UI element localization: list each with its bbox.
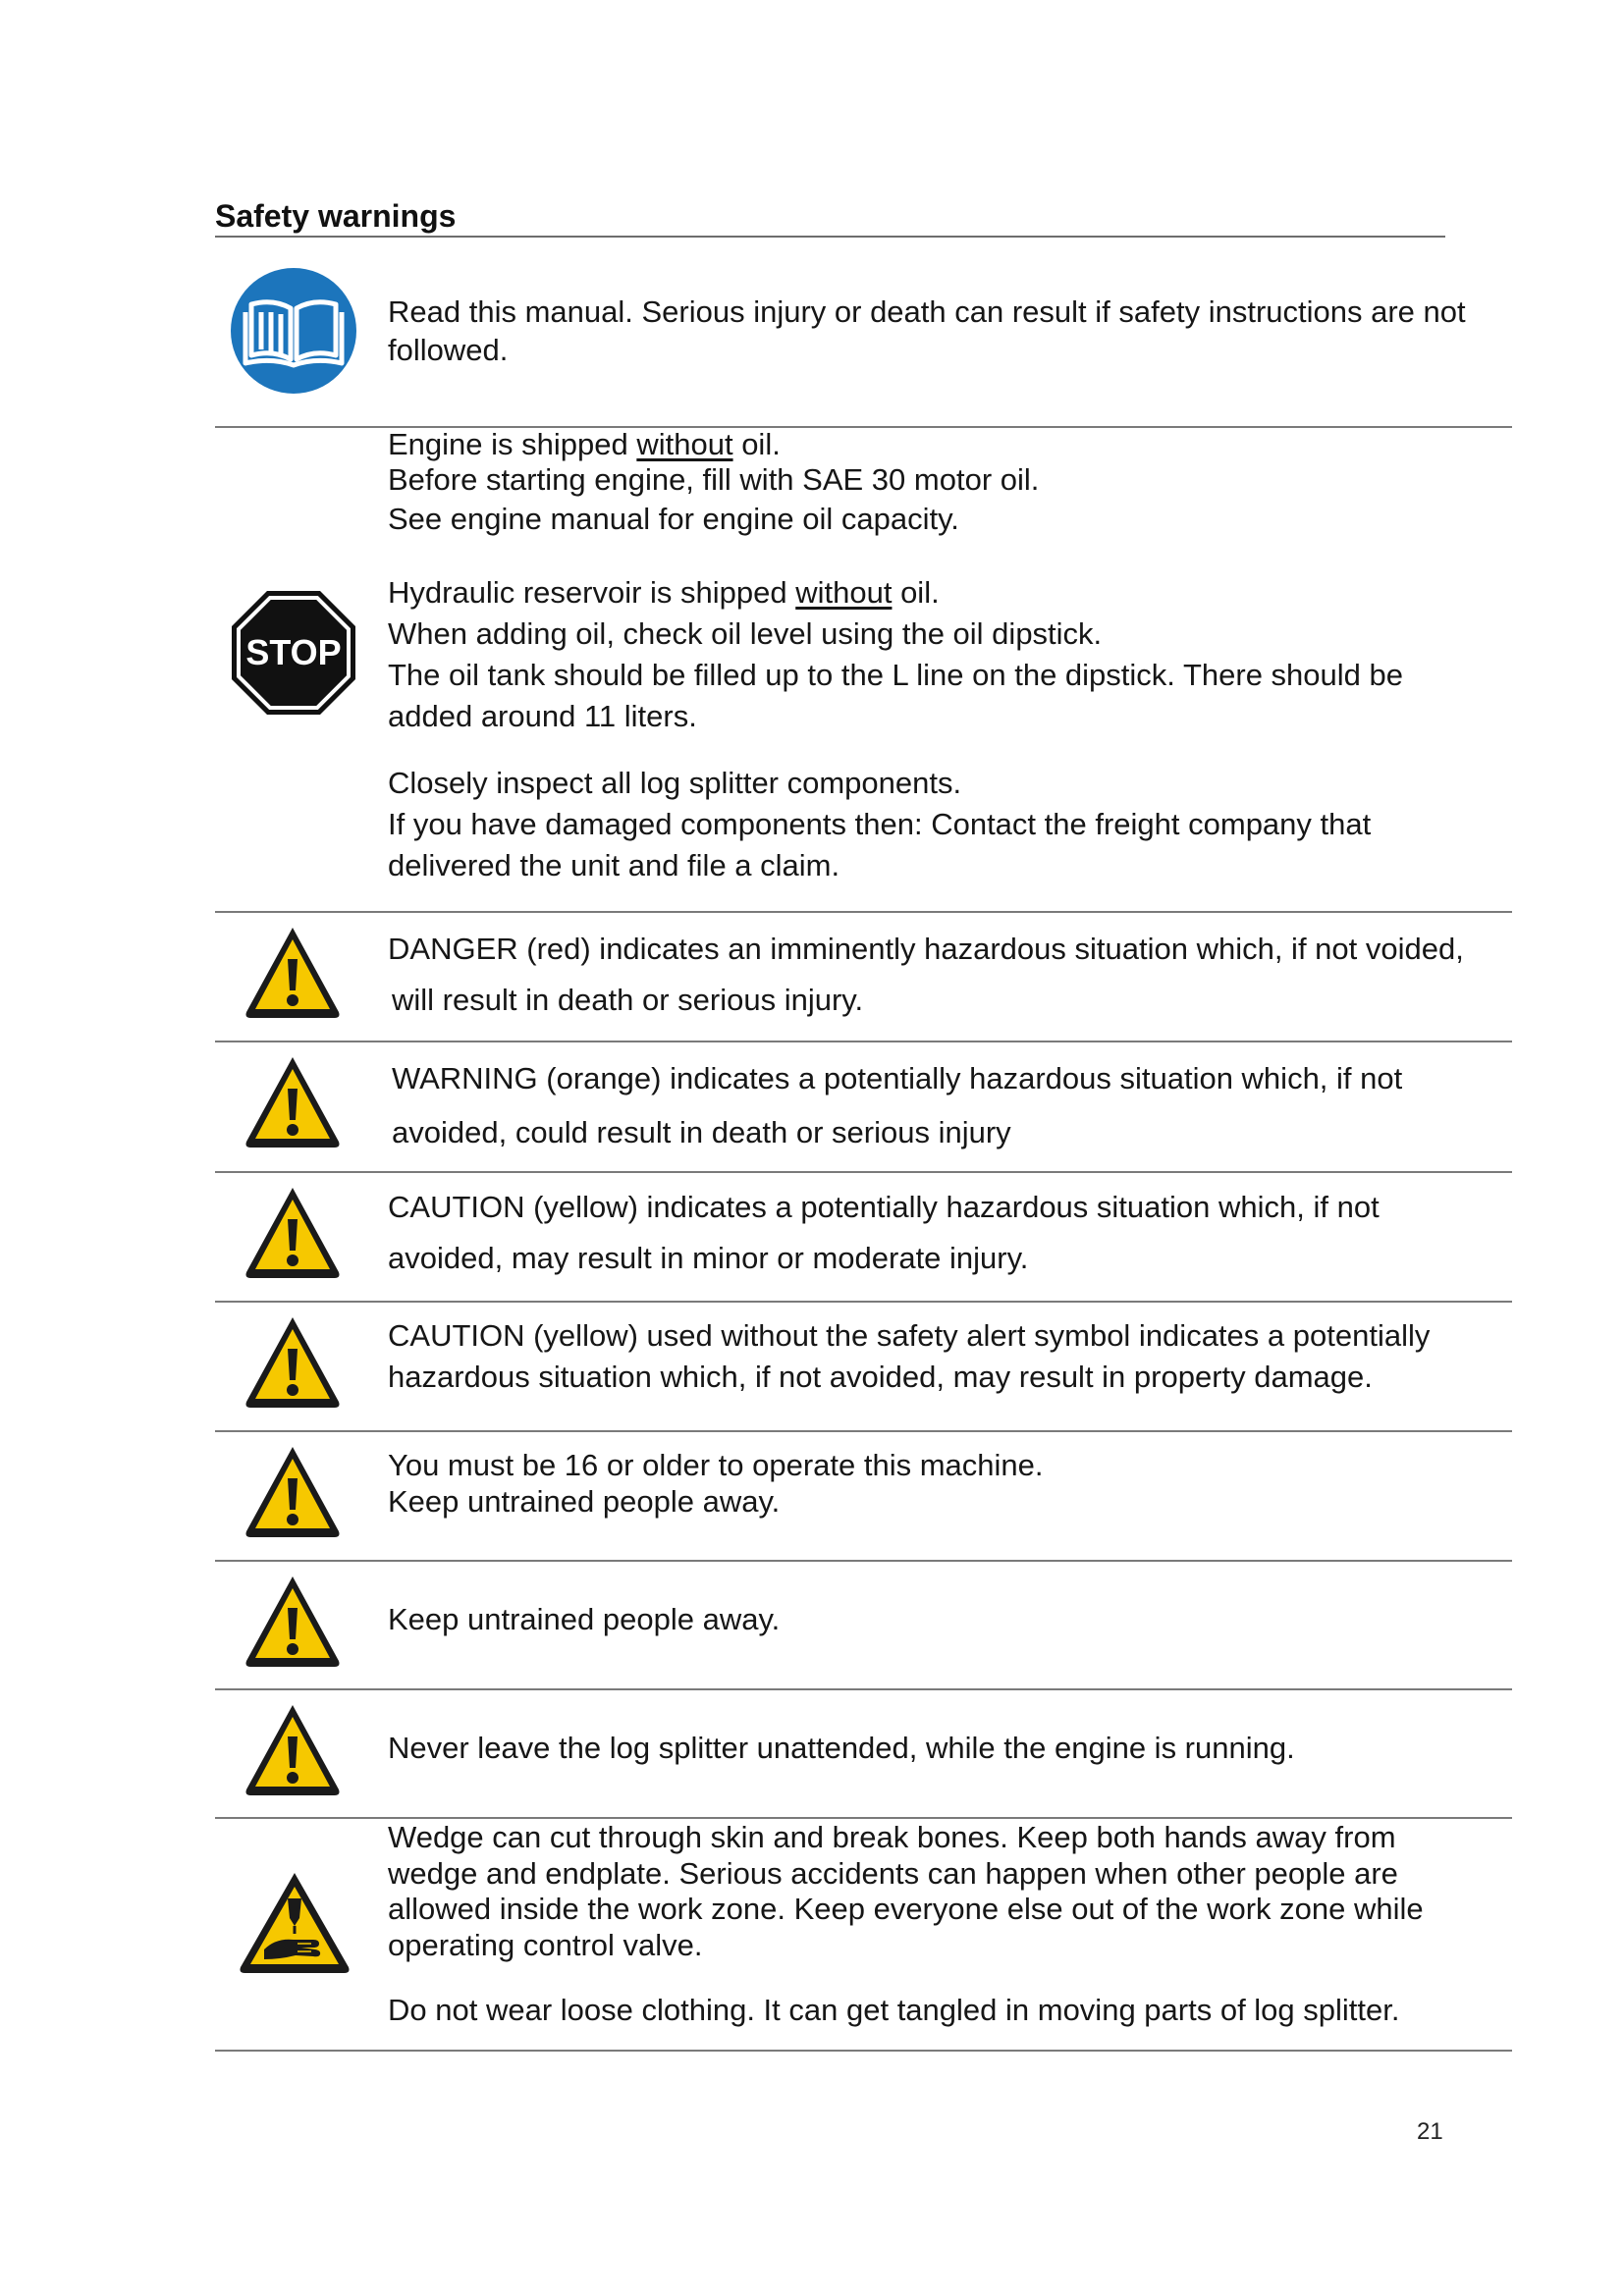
page-title: Safety warnings (215, 196, 1445, 238)
caution-row (215, 1172, 1512, 1303)
text-line: CAUTION (yellow) indicates a potentially hazardous situation which, if not (388, 1190, 1380, 1224)
text-line: Read this manual. Serious injury or death can result if safety instructions are not (388, 294, 1466, 329)
text-line: hazardous situation which, if not avoided, may result in property damage. (388, 1360, 1373, 1394)
stop-sign-label: STOP (245, 632, 342, 672)
text-line: When adding oil, check oil level using the oil dipstick. (388, 616, 1103, 651)
loose-clothing-text (388, 1991, 1507, 2029)
warning-triangle-icon (243, 1184, 343, 1282)
text-line: Hydraulic reservoir is shipped without oil. (388, 575, 940, 610)
hand-crush-warning-icon (237, 1869, 352, 1977)
text-line: Closely inspect all log splitter components. (388, 766, 962, 800)
stop-block-inspect (388, 763, 1507, 886)
text-line: Engine is shipped without oil. (388, 427, 781, 461)
text-line: If you have damaged components then: Contact the freight company that (388, 807, 1372, 841)
unattended-row (215, 1689, 1512, 1819)
age-requirement-row (215, 1431, 1512, 1562)
text-line: avoided, may result in minor or moderate injury. (388, 1241, 1029, 1275)
text-line: wedge and endplate. Serious accidents can happen when other people are (388, 1855, 1398, 1891)
text-line: Keep untrained people away. (388, 1484, 781, 1519)
text-line: followed. (388, 333, 509, 367)
danger-row (215, 912, 1512, 1042)
wedge-hazard-row (215, 1818, 1512, 2052)
warning-triangle-icon (243, 1701, 343, 1799)
text-line: The oil tank should be filled up to the L line on the dipstick. There should be (388, 658, 1404, 692)
text-line: See engine manual for engine oil capacity. (388, 502, 959, 536)
text-line: Keep untrained people away. (388, 1602, 781, 1636)
text-line: added around 11 liters. (388, 699, 697, 733)
caution-text (388, 1182, 1507, 1284)
stop-sign-icon (230, 589, 357, 717)
text-line: allowed inside the work zone. Keep everyone else out of the work zone while (388, 1892, 1424, 1926)
warning-text (388, 1051, 1511, 1159)
stop-block-engine (388, 427, 1507, 537)
text-line: operating control valve. (388, 1927, 703, 1962)
text-line: will result in death or serious injury. (392, 983, 864, 1017)
text-line: delivered the unit and file a claim. (388, 848, 840, 882)
stop-block-hydraulic (388, 572, 1507, 737)
stop-row (215, 427, 1512, 913)
read-manual-row (215, 257, 1512, 428)
unattended-text (388, 1729, 1507, 1767)
text-line: avoided, could result in death or serious injury (392, 1115, 1011, 1149)
untrained-people-text (388, 1600, 1507, 1638)
untrained-people-row (215, 1561, 1512, 1690)
page-number: 21 (1417, 2118, 1443, 2145)
text-line: Before starting engine, fill with SAE 30 motor oil. (388, 462, 1040, 497)
danger-text (388, 924, 1507, 1026)
warning-triangle-icon (243, 1313, 343, 1412)
warning-triangle-icon (243, 1573, 343, 1671)
read-manual-icon (230, 267, 357, 395)
text-line: Do not wear loose clothing. It can get tangled in moving parts of log splitter. (388, 1993, 1400, 2027)
warning-triangle-icon (243, 1443, 343, 1541)
text-line: Never leave the log splitter unattended, while the engine is running. (388, 1731, 1295, 1765)
wedge-hazard-text (388, 1820, 1507, 1963)
warning-triangle-icon (243, 924, 343, 1022)
text-line: You must be 16 or older to operate this machine. (388, 1448, 1044, 1482)
text-line: Wedge can cut through skin and break bones. Keep both hands away from (388, 1820, 1396, 1854)
warning-row (215, 1041, 1512, 1173)
read-manual-text (388, 293, 1507, 369)
text-line: DANGER (red) indicates an imminently hazardous situation which, if not voided, (388, 932, 1464, 966)
age-requirement-text (388, 1447, 1507, 1520)
warning-triangle-icon (243, 1053, 343, 1151)
caution-property-row (215, 1302, 1512, 1432)
text-line: CAUTION (yellow) used without the safety alert symbol indicates a potentially (388, 1318, 1431, 1353)
text-line: WARNING (orange) indicates a potentially hazardous situation which, if not (392, 1061, 1403, 1095)
caution-property-text (388, 1315, 1507, 1398)
